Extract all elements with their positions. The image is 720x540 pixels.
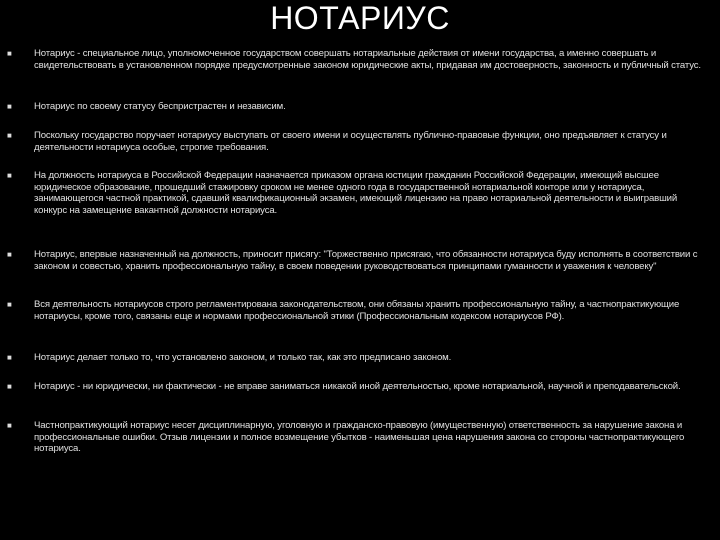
list-item-text: Частнопрактикующий нотариус несет дисциплинарную, уголовную и гражданско-правовую (имущественную) ответственность за нарушение закона и профессиональные ошибки. Отзыв лицензии и полное возмещение убытков - наименьшая цена нарушения закона со стороны частнопрактикующего нотариуса. [34, 420, 685, 455]
bullet-icon: ■ [7, 49, 12, 58]
list-item-text: Нотариус - специальное лицо, уполномоченное государством совершать нотариальные действия от имени государства, а именно совершать и свидетельствовать в установленном порядке предусмотренные законом юридические акты, придавая им достоверность, законность и публичный статус. [34, 48, 701, 71]
bullet-icon: ■ [7, 171, 12, 180]
bullet-icon: ■ [7, 382, 12, 391]
bullet-icon: ■ [7, 131, 12, 140]
bullet-icon: ■ [7, 250, 12, 259]
list-item-text: Поскольку государство поручает нотариусу выступать от своего имени и осуществлять публично-правовые функции, оно предъявляет к статусу и деятельности нотариуса особые, строгие требования. [34, 130, 667, 153]
bullet-icon: ■ [7, 300, 12, 309]
list-item-text: Нотариус, впервые назначенный на должность, приносит присягу: "Торжественно присягаю, что обязанности нотариуса буду исполнять в соответствии с законом и совестью, хранить профессиональную тайну, в своем поведении руководствоваться принципами гуманности и уважения к человеку" [34, 249, 698, 272]
list-item-text: Нотариус делает только то, что установлено законом, и только так, как это предписано законом. [34, 352, 452, 363]
slide-title: НОТАРИУС [270, 0, 450, 36]
list-item-text: Нотариус - ни юридически, ни фактически - не вправе заниматься никакой иной деятельностью, кроме нотариальной, научной и преподавательской. [34, 381, 681, 392]
bullet-icon: ■ [7, 353, 12, 362]
bullet-icon: ■ [7, 102, 12, 111]
list-item-text: Вся деятельность нотариусов строго регламентирована законодательством, они обязаны хранить профессиональную тайну, а частнопрактикующие нотариусы, кроме того, связаны еще и нормами профессиональной этики (Профессиональным кодексом нотариусов РФ). [34, 299, 680, 322]
list-item-text: Нотариус по своему статусу беспристрастен и независим. [34, 101, 286, 112]
bullet-icon: ■ [7, 421, 12, 430]
list-item-text: На должность нотариуса в Российской Федерации назначается приказом органа юстиции гражданин Российской Федерации, имеющий высшее юридическое образование, прошедший стажировку сроком не менее одного года в государственной нотариальной конторе или у нотариуса, занимающегося частной практикой, сдавший квалификационный экзамен, имеющий лицензию на право нотариальной деятельности и выигравший конкурс на замещение вакантной должности нотариуса. [34, 170, 678, 216]
